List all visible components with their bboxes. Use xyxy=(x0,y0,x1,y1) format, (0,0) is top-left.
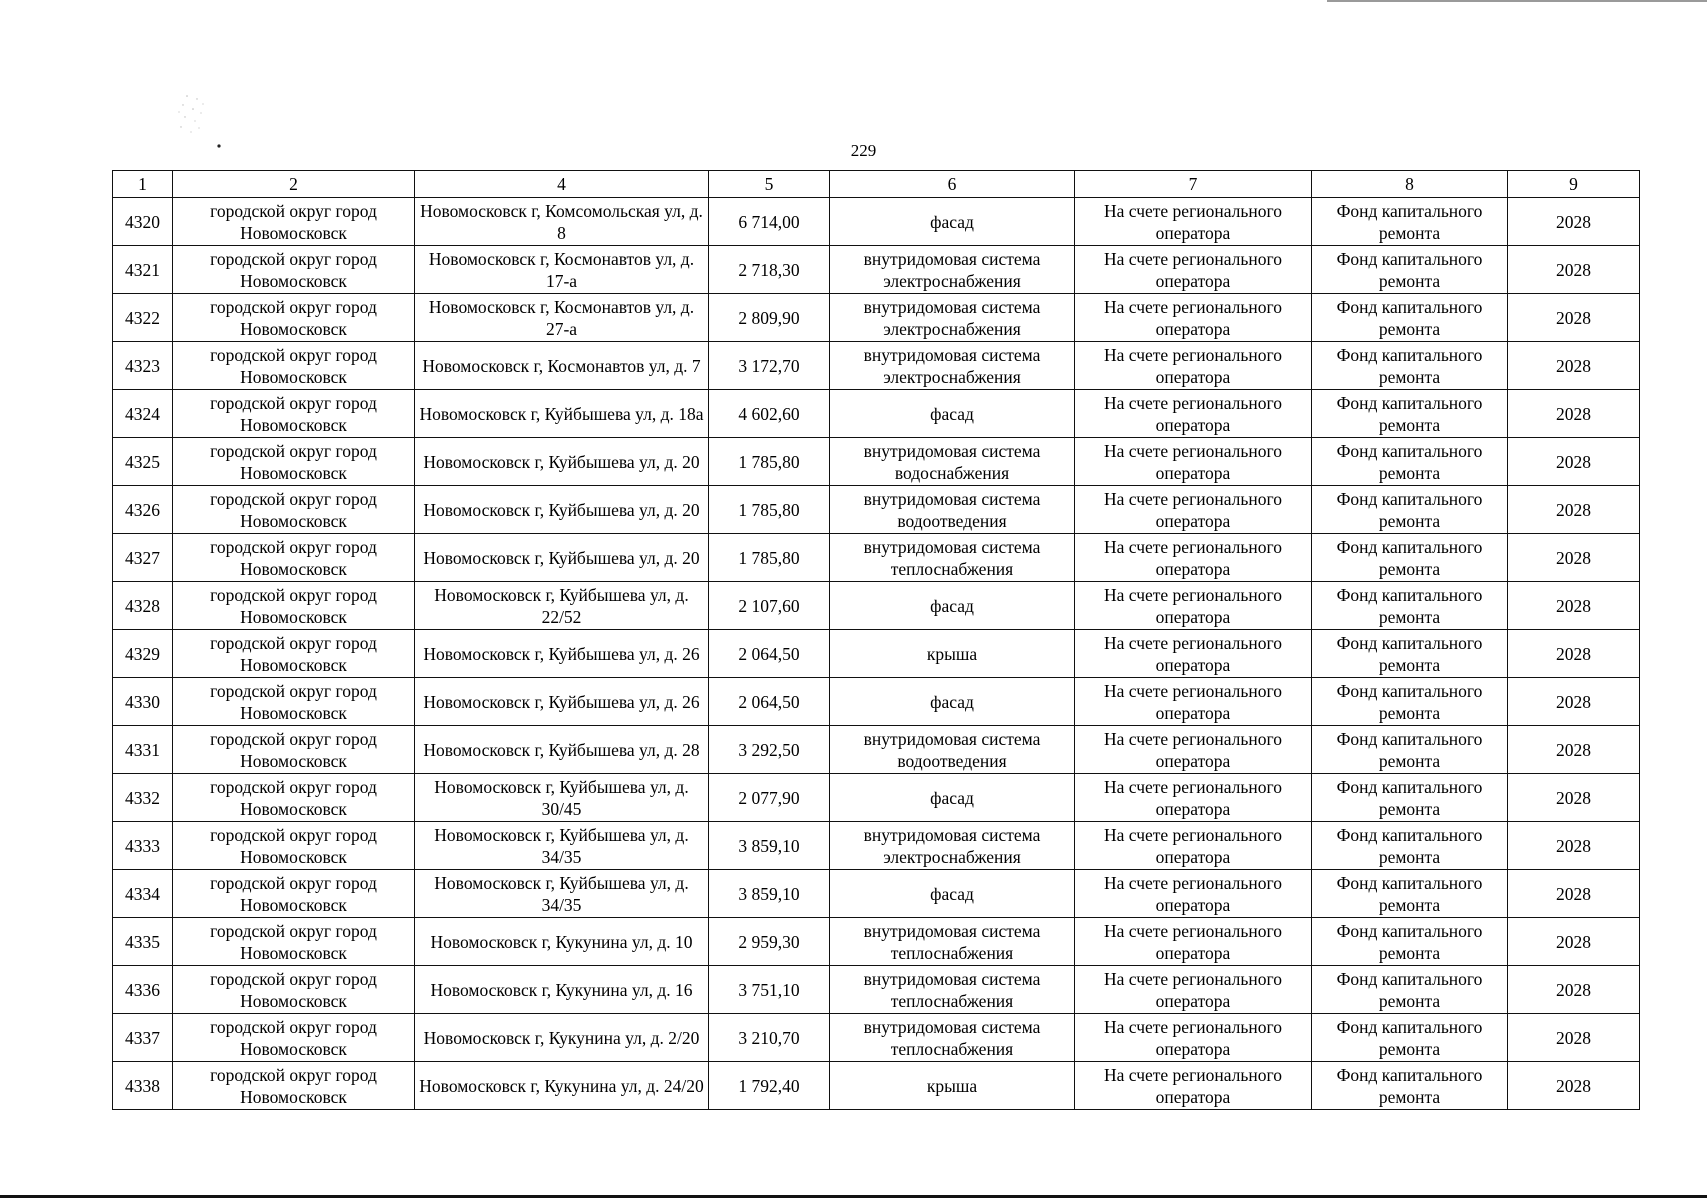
account-cell: На счете регионального оператора xyxy=(1075,726,1312,774)
funding-source-cell: Фонд капитального ремонта xyxy=(1312,726,1508,774)
district-cell: городской округ город Новомосковск xyxy=(173,1014,415,1062)
funding-source-cell: Фонд капитального ремонта xyxy=(1312,918,1508,966)
district-cell: городской округ город Новомосковск xyxy=(173,438,415,486)
funding-source-cell: Фонд капитального ремонта xyxy=(1312,390,1508,438)
row-number-cell: 4320 xyxy=(113,198,173,246)
work-type-cell: внутридомовая система теплоснабжения xyxy=(830,966,1075,1014)
account-cell: На счете регионального оператора xyxy=(1075,198,1312,246)
work-type-cell: внутридомовая система электроснабжения xyxy=(830,246,1075,294)
work-type-cell: внутридомовая система водоотведения xyxy=(830,486,1075,534)
year-cell: 2028 xyxy=(1508,966,1640,1014)
district-cell: городской округ город Новомосковск xyxy=(173,630,415,678)
address-cell: Новомосковск г, Куйбышева ул, д. 20 xyxy=(415,486,709,534)
address-cell: Новомосковск г, Куйбышева ул, д. 30/45 xyxy=(415,774,709,822)
account-cell: На счете регионального оператора xyxy=(1075,390,1312,438)
account-cell: На счете регионального оператора xyxy=(1075,1014,1312,1062)
account-cell: На счете регионального оператора xyxy=(1075,246,1312,294)
funding-source-cell: Фонд капитального ремонта xyxy=(1312,870,1508,918)
district-cell: городской округ город Новомосковск xyxy=(173,966,415,1014)
header-row xyxy=(113,171,1640,198)
year-cell: 2028 xyxy=(1508,1014,1640,1062)
table-row xyxy=(113,198,1640,246)
address-cell: Новомосковск г, Кукунина ул, д. 10 xyxy=(415,918,709,966)
funding-source-cell: Фонд капитального ремонта xyxy=(1312,246,1508,294)
row-number-cell: 4329 xyxy=(113,630,173,678)
address-cell: Новомосковск г, Куйбышева ул, д. 26 xyxy=(415,630,709,678)
funding-source-cell: Фонд капитального ремонта xyxy=(1312,534,1508,582)
district-cell: городской округ город Новомосковск xyxy=(173,582,415,630)
bottom-edge-rule xyxy=(0,1195,1707,1198)
year-cell: 2028 xyxy=(1508,534,1640,582)
year-cell: 2028 xyxy=(1508,1062,1640,1110)
area-cell: 2 959,30 xyxy=(709,918,830,966)
area-cell: 3 292,50 xyxy=(709,726,830,774)
row-number-cell: 4336 xyxy=(113,966,173,1014)
account-cell: На счете регионального оператора xyxy=(1075,774,1312,822)
work-type-cell: внутридомовая система электроснабжения xyxy=(830,342,1075,390)
area-cell: 2 107,60 xyxy=(709,582,830,630)
address-cell: Новомосковск г, Куйбышева ул, д. 28 xyxy=(415,726,709,774)
funding-source-cell: Фонд капитального ремонта xyxy=(1312,438,1508,486)
funding-source-cell: Фонд капитального ремонта xyxy=(1312,1062,1508,1110)
district-cell: городской округ город Новомосковск xyxy=(173,1062,415,1110)
address-cell: Новомосковск г, Комсомольская ул, д. 8 xyxy=(415,198,709,246)
work-type-cell: фасад xyxy=(830,390,1075,438)
address-cell: Новомосковск г, Куйбышева ул, д. 34/35 xyxy=(415,870,709,918)
area-cell: 1 785,80 xyxy=(709,438,830,486)
area-cell: 1 785,80 xyxy=(709,534,830,582)
district-cell: городской округ город Новомосковск xyxy=(173,390,415,438)
column-header: 6 xyxy=(830,171,1075,198)
column-header: 8 xyxy=(1312,171,1508,198)
table-row xyxy=(113,582,1640,630)
address-cell: Новомосковск г, Куйбышева ул, д. 26 xyxy=(415,678,709,726)
area-cell: 1 785,80 xyxy=(709,486,830,534)
table-row xyxy=(113,726,1640,774)
column-header: 5 xyxy=(709,171,830,198)
area-cell: 3 210,70 xyxy=(709,1014,830,1062)
year-cell: 2028 xyxy=(1508,582,1640,630)
table-row xyxy=(113,870,1640,918)
table-row xyxy=(113,342,1640,390)
account-cell: На счете регионального оператора xyxy=(1075,1062,1312,1110)
column-header: 9 xyxy=(1508,171,1640,198)
year-cell: 2028 xyxy=(1508,438,1640,486)
area-cell: 2 064,50 xyxy=(709,678,830,726)
column-header: 2 xyxy=(173,171,415,198)
year-cell: 2028 xyxy=(1508,774,1640,822)
page-number: 229 xyxy=(850,141,877,160)
district-cell: городской округ город Новомосковск xyxy=(173,486,415,534)
district-cell: городской округ город Новомосковск xyxy=(173,246,415,294)
funding-source-cell: Фонд капитального ремонта xyxy=(1312,822,1508,870)
district-cell: городской округ город Новомосковск xyxy=(173,918,415,966)
year-cell: 2028 xyxy=(1508,630,1640,678)
work-type-cell: крыша xyxy=(830,1062,1075,1110)
year-cell: 2028 xyxy=(1508,918,1640,966)
account-cell: На счете регионального оператора xyxy=(1075,582,1312,630)
funding-source-cell: Фонд капитального ремонта xyxy=(1312,486,1508,534)
work-type-cell: крыша xyxy=(830,630,1075,678)
table-row xyxy=(113,534,1640,582)
year-cell: 2028 xyxy=(1508,198,1640,246)
account-cell: На счете регионального оператора xyxy=(1075,822,1312,870)
row-number-cell: 4333 xyxy=(113,822,173,870)
table-row xyxy=(113,678,1640,726)
row-number-cell: 4338 xyxy=(113,1062,173,1110)
row-number-cell: 4331 xyxy=(113,726,173,774)
year-cell: 2028 xyxy=(1508,342,1640,390)
column-header: 7 xyxy=(1075,171,1312,198)
row-number-cell: 4322 xyxy=(113,294,173,342)
address-cell: Новомосковск г, Куйбышева ул, д. 20 xyxy=(415,438,709,486)
funding-source-cell: Фонд капитального ремонта xyxy=(1312,678,1508,726)
row-number-cell: 4334 xyxy=(113,870,173,918)
account-cell: На счете регионального оператора xyxy=(1075,870,1312,918)
funding-source-cell: Фонд капитального ремонта xyxy=(1312,774,1508,822)
address-cell: Новомосковск г, Куйбышева ул, д. 20 xyxy=(415,534,709,582)
area-cell: 3 859,10 xyxy=(709,822,830,870)
district-cell: городской округ город Новомосковск xyxy=(173,774,415,822)
row-number-cell: 4327 xyxy=(113,534,173,582)
year-cell: 2028 xyxy=(1508,870,1640,918)
row-number-cell: 4330 xyxy=(113,678,173,726)
table-row xyxy=(113,390,1640,438)
account-cell: На счете регионального оператора xyxy=(1075,534,1312,582)
table-row xyxy=(113,966,1640,1014)
account-cell: На счете регионального оператора xyxy=(1075,342,1312,390)
funding-source-cell: Фонд капитального ремонта xyxy=(1312,1014,1508,1062)
district-cell: городской округ город Новомосковск xyxy=(173,342,415,390)
work-type-cell: фасад xyxy=(830,582,1075,630)
row-number-cell: 4323 xyxy=(113,342,173,390)
year-cell: 2028 xyxy=(1508,246,1640,294)
district-cell: городской округ город Новомосковск xyxy=(173,870,415,918)
table-row xyxy=(113,438,1640,486)
column-header: 4 xyxy=(415,171,709,198)
district-cell: городской округ город Новомосковск xyxy=(173,294,415,342)
table-row xyxy=(113,246,1640,294)
address-cell: Новомосковск г, Куйбышева ул, д. 18а xyxy=(415,390,709,438)
row-number-cell: 4325 xyxy=(113,438,173,486)
table-row xyxy=(113,1014,1640,1062)
work-type-cell: внутридомовая система электроснабжения xyxy=(830,822,1075,870)
area-cell: 2 718,30 xyxy=(709,246,830,294)
capital-repair-table xyxy=(112,170,1640,1110)
account-cell: На счете регионального оператора xyxy=(1075,966,1312,1014)
address-cell: Новомосковск г, Космонавтов ул, д. 7 xyxy=(415,342,709,390)
work-type-cell: фасад xyxy=(830,678,1075,726)
column-header: 1 xyxy=(113,171,173,198)
work-type-cell: внутридомовая система теплоснабжения xyxy=(830,918,1075,966)
area-cell: 3 859,10 xyxy=(709,870,830,918)
address-cell: Новомосковск г, Куйбышева ул, д. 34/35 xyxy=(415,822,709,870)
account-cell: На счете регионального оператора xyxy=(1075,678,1312,726)
year-cell: 2028 xyxy=(1508,726,1640,774)
area-cell: 4 602,60 xyxy=(709,390,830,438)
work-type-cell: фасад xyxy=(830,198,1075,246)
year-cell: 2028 xyxy=(1508,678,1640,726)
funding-source-cell: Фонд капитального ремонта xyxy=(1312,342,1508,390)
year-cell: 2028 xyxy=(1508,390,1640,438)
table-row xyxy=(113,1062,1640,1110)
work-type-cell: внутридомовая система электроснабжения xyxy=(830,294,1075,342)
area-cell: 1 792,40 xyxy=(709,1062,830,1110)
work-type-cell: фасад xyxy=(830,870,1075,918)
table-body xyxy=(113,198,1640,1110)
account-cell: На счете регионального оператора xyxy=(1075,486,1312,534)
area-cell: 2 077,90 xyxy=(709,774,830,822)
account-cell: На счете регионального оператора xyxy=(1075,630,1312,678)
area-cell: 3 751,10 xyxy=(709,966,830,1014)
work-type-cell: внутридомовая система теплоснабжения xyxy=(830,534,1075,582)
funding-source-cell: Фонд капитального ремонта xyxy=(1312,198,1508,246)
funding-source-cell: Фонд капитального ремонта xyxy=(1312,630,1508,678)
row-number-cell: 4332 xyxy=(113,774,173,822)
top-edge-rule xyxy=(1327,0,1707,2)
year-cell: 2028 xyxy=(1508,294,1640,342)
district-cell: городской округ город Новомосковск xyxy=(173,678,415,726)
address-cell: Новомосковск г, Кукунина ул, д. 16 xyxy=(415,966,709,1014)
work-type-cell: внутридомовая система водоотведения xyxy=(830,726,1075,774)
account-cell: На счете регионального оператора xyxy=(1075,294,1312,342)
address-cell: Новомосковск г, Космонавтов ул, д. 17-а xyxy=(415,246,709,294)
table-row xyxy=(113,918,1640,966)
account-cell: На счете регионального оператора xyxy=(1075,438,1312,486)
row-number-cell: 4321 xyxy=(113,246,173,294)
address-cell: Новомосковск г, Кукунина ул, д. 2/20 xyxy=(415,1014,709,1062)
address-cell: Новомосковск г, Куйбышева ул, д. 22/52 xyxy=(415,582,709,630)
work-type-cell: внутридомовая система теплоснабжения xyxy=(830,1014,1075,1062)
funding-source-cell: Фонд капитального ремонта xyxy=(1312,966,1508,1014)
account-cell: На счете регионального оператора xyxy=(1075,918,1312,966)
district-cell: городской округ город Новомосковск xyxy=(173,726,415,774)
area-cell: 2 064,50 xyxy=(709,630,830,678)
district-cell: городской округ город Новомосковск xyxy=(173,822,415,870)
row-number-cell: 4326 xyxy=(113,486,173,534)
work-type-cell: внутридомовая система водоснабжения xyxy=(830,438,1075,486)
district-cell: городской округ город Новомосковск xyxy=(173,198,415,246)
funding-source-cell: Фонд капитального ремонта xyxy=(1312,294,1508,342)
row-number-cell: 4335 xyxy=(113,918,173,966)
table-row xyxy=(113,630,1640,678)
row-number-cell: 4324 xyxy=(113,390,173,438)
address-cell: Новомосковск г, Кукунина ул, д. 24/20 xyxy=(415,1062,709,1110)
table-header xyxy=(113,171,1640,198)
area-cell: 3 172,70 xyxy=(709,342,830,390)
row-number-cell: 4328 xyxy=(113,582,173,630)
table-row xyxy=(113,822,1640,870)
area-cell: 2 809,90 xyxy=(709,294,830,342)
address-cell: Новомосковск г, Космонавтов ул, д. 27-а xyxy=(415,294,709,342)
area-cell: 6 714,00 xyxy=(709,198,830,246)
table-row xyxy=(113,774,1640,822)
district-cell: городской округ город Новомосковск xyxy=(173,534,415,582)
funding-source-cell: Фонд капитального ремонта xyxy=(1312,582,1508,630)
year-cell: 2028 xyxy=(1508,822,1640,870)
table-row xyxy=(113,486,1640,534)
year-cell: 2028 xyxy=(1508,486,1640,534)
row-number-cell: 4337 xyxy=(113,1014,173,1062)
table-row xyxy=(113,294,1640,342)
work-type-cell: фасад xyxy=(830,774,1075,822)
